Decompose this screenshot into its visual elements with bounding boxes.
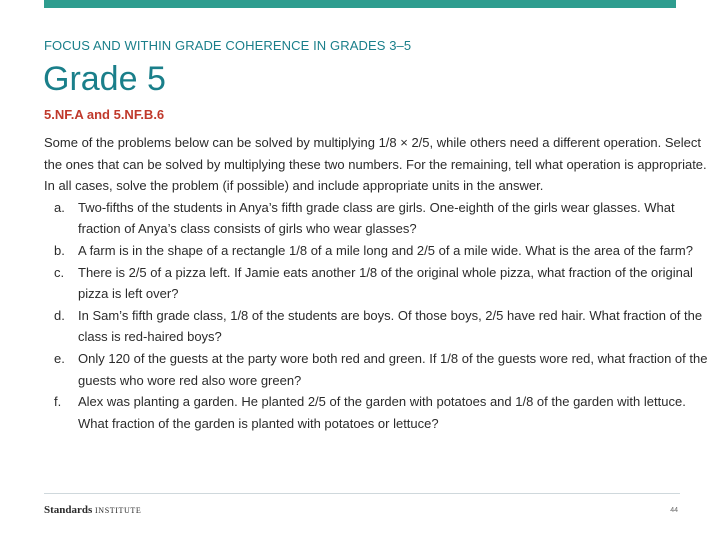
problem-marker: a.: [54, 199, 65, 215]
problem-item-e: [44, 348, 708, 391]
problem-marker: c.: [54, 264, 65, 280]
problem-item-b: [44, 240, 708, 262]
problem-text: Alex was planting a garden. He planted 2/5 of the garden with potatoes and 1/8 of the garden with lettuce. What fraction of the garden is planted with potatoes or lettuce?: [78, 394, 686, 431]
standard-code: 5.NF.A and 5.NF.B.6: [44, 107, 165, 122]
problem-item-a: [44, 197, 708, 240]
problem-marker: f.: [54, 394, 62, 410]
task-intro: Some of the problems below can be solved by multiplying 1/8 × 2/5, while others need a different operation. Select the ones that can be solved by multiplying these two numbers. For the remaining, tell what operation is appropriate. In all cases, solve the problem (if possible) and include appropriate units in the answer.: [44, 135, 707, 194]
problem-text: Only 120 of the guests at the party wore both red and green. If 1/8 of the guests wore red, what fraction of the guests who wore red also wore green?: [78, 350, 708, 388]
section-kicker: FOCUS AND WITHIN GRADE COHERENCE IN GRADES 3–5: [44, 38, 412, 53]
problem-item-c: [44, 262, 708, 305]
standards-institute-logo: [44, 504, 141, 516]
problem-text: In Sam’s fifth grade class, 1/8 of the students are boys. Of those boys, 2/5 have red hair. What fraction of the class is red-haired boys?: [78, 307, 703, 345]
top-accent-bar: [44, 0, 676, 8]
logo-word-standards: Standards: [44, 504, 93, 516]
page-number: 44: [670, 507, 678, 514]
problem-text: A farm is in the shape of a rectangle 1/8 of a mile long and 2/5 of a mile wide. What is the area of the farm?: [78, 242, 693, 258]
problem-marker: e.: [54, 350, 65, 366]
problem-marker: b.: [54, 242, 65, 258]
problem-text: There is 2/5 of a pizza left. If Jamie eats another 1/8 of the original whole pizza, what fraction of the original pizza is left over?: [78, 264, 693, 302]
problem-marker: d.: [54, 307, 65, 323]
problem-item-f: [44, 391, 708, 434]
problem-list: [44, 197, 708, 435]
page-title: Grade 5: [43, 60, 166, 98]
problem-item-d: [44, 305, 708, 348]
task-body: [44, 132, 708, 434]
logo-word-institute: INSTITUTE: [95, 506, 142, 515]
problem-text: Two-fifths of the students in Anya’s fifth grade class are girls. One-eighth of the girls wear glasses. What fraction of Anya’s class consists of girls who wear glasses?: [78, 199, 675, 237]
page-footer: [44, 493, 680, 528]
